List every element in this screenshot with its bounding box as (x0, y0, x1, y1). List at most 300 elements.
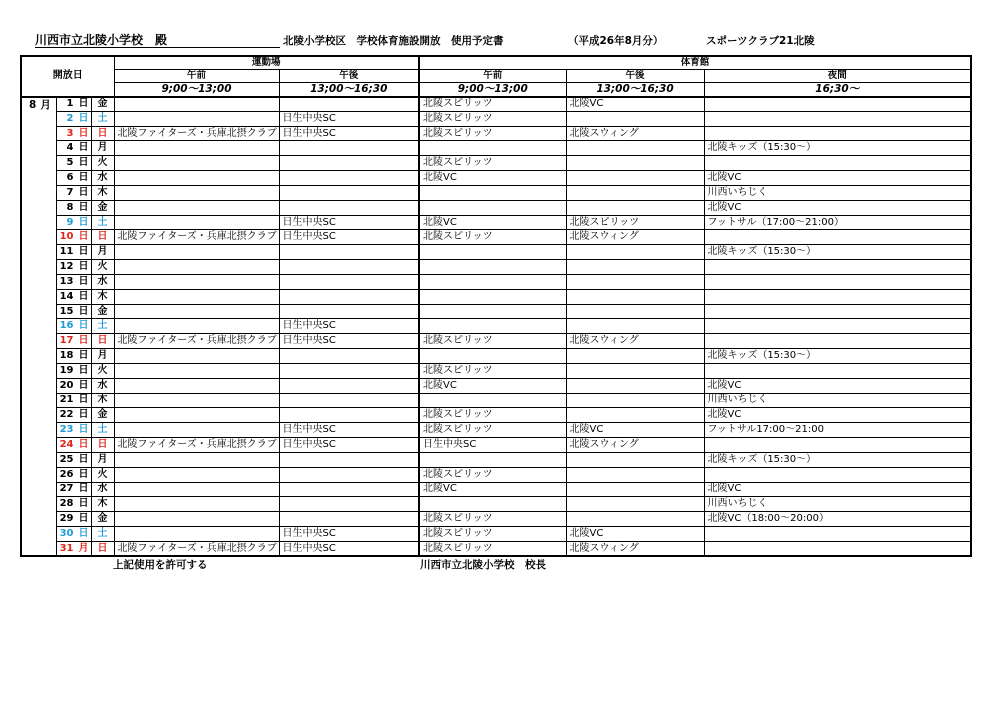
weekday: 木 (91, 393, 114, 408)
gym-night-cell (704, 319, 971, 334)
day-number: 25 (59, 453, 74, 465)
weekday: 木 (91, 185, 114, 200)
day-unit: 日 (78, 216, 89, 228)
ground-am-cell (114, 111, 279, 126)
weekday: 日 (91, 126, 114, 141)
day-number: 1 (66, 98, 74, 110)
ground-am-cell (114, 452, 279, 467)
month-unit: 月 (40, 98, 51, 111)
schedule-row (21, 171, 971, 186)
ground-am-cell (114, 156, 279, 171)
weekday: 日 (91, 230, 114, 245)
gym-am-cell: 北陵VC (419, 171, 566, 186)
day-number: 17 (59, 335, 74, 347)
gym-pm-cell (566, 304, 704, 319)
day-cell (56, 289, 91, 304)
day-unit: 日 (78, 513, 89, 525)
ground-am-cell (114, 319, 279, 334)
day-number: 10 (59, 231, 74, 243)
header-row-period (21, 70, 971, 83)
gym-night-cell (704, 274, 971, 289)
day-number: 12 (59, 261, 74, 273)
gym-header: 体育館 (419, 56, 971, 70)
gym-pm-cell: 北陵スウィング (566, 438, 704, 453)
ground-am-cell (114, 215, 279, 230)
gym-pm-cell (566, 245, 704, 260)
ground-pm-cell (279, 260, 419, 275)
day-number: 26 (59, 468, 74, 480)
schedule-row (21, 452, 971, 467)
gym-night-cell: 北陵キッズ（15:30～） (704, 141, 971, 156)
ground-pm-cell (279, 141, 419, 156)
weekday: 土 (91, 319, 114, 334)
ground-pm-cell (279, 497, 419, 512)
schedule-row (21, 393, 971, 408)
day-cell (56, 319, 91, 334)
gym-night-cell: 北陵キッズ（15:30～） (704, 245, 971, 260)
gym-pm-cell (566, 274, 704, 289)
day-unit: 日 (78, 201, 89, 213)
ground-pm-cell (279, 378, 419, 393)
gym-night-cell: 川西いちじく (704, 185, 971, 200)
gym-night-cell (704, 363, 971, 378)
schedule-row (21, 274, 971, 289)
gym-pm-cell (566, 289, 704, 304)
gym-pm-cell (566, 482, 704, 497)
gym-pm-cell (566, 141, 704, 156)
weekday: 金 (91, 97, 114, 112)
gym-night-cell: 北陵VC (704, 378, 971, 393)
day-cell (56, 438, 91, 453)
ground-pm-cell (279, 452, 419, 467)
ground-pm-cell: 日生中央SC (279, 527, 419, 542)
weekday: 月 (91, 452, 114, 467)
day-cell (56, 408, 91, 423)
day-unit: 日 (78, 438, 89, 450)
ground-am-cell (114, 482, 279, 497)
ground-am-cell (114, 171, 279, 186)
gym-am-cell (419, 319, 566, 334)
gym-night-cell (704, 467, 971, 482)
day-cell (56, 349, 91, 364)
gym-am-cell: 北陵スピリッツ (419, 97, 566, 112)
day-unit: 日 (78, 453, 89, 465)
ground-am-time: 9;00～13;00 (114, 83, 279, 97)
weekday: 日 (91, 334, 114, 349)
ground-pm-cell (279, 289, 419, 304)
weekday: 土 (91, 423, 114, 438)
day-unit: 日 (78, 379, 89, 391)
ground-am-cell: 北陵ファイターズ・兵庫北摂クラブ (114, 541, 279, 556)
gym-night-cell: 北陵VC（18:00～20:00） (704, 512, 971, 527)
gym-pm-cell: 北陵スウィング (566, 126, 704, 141)
ground-header: 運動場 (114, 56, 419, 70)
weekday: 日 (91, 541, 114, 556)
gym-am-cell: 北陵スピリッツ (419, 156, 566, 171)
ground-am-cell (114, 304, 279, 319)
gym-pm-cell: 北陵VC (566, 423, 704, 438)
gym-night-cell (704, 97, 971, 112)
gym-am-cell: 北陵スピリッツ (419, 334, 566, 349)
day-cell (56, 467, 91, 482)
day-number: 24 (59, 438, 74, 450)
ground-pm-cell: 日生中央SC (279, 230, 419, 245)
day-unit: 日 (78, 468, 89, 480)
day-number: 11 (59, 246, 74, 258)
ground-am-cell (114, 423, 279, 438)
day-cell (56, 274, 91, 289)
schedule-row (21, 126, 971, 141)
day-unit: 日 (78, 246, 89, 258)
ground-am-cell (114, 260, 279, 275)
ground-am-cell: 北陵ファイターズ・兵庫北摂クラブ (114, 334, 279, 349)
ground-am-cell (114, 363, 279, 378)
ground-pm-header: 午後 (279, 70, 419, 83)
gym-am-cell (419, 260, 566, 275)
day-number: 5 (66, 157, 74, 169)
organization-name: スポーツクラブ21北陵 (706, 35, 815, 47)
day-cell (56, 245, 91, 260)
day-number: 2 (66, 112, 74, 124)
gym-pm-cell (566, 111, 704, 126)
gym-night-cell (704, 527, 971, 542)
schedule-body (21, 97, 971, 557)
gym-am-cell: 北陵スピリッツ (419, 512, 566, 527)
gym-am-cell (419, 452, 566, 467)
schedule-row (21, 408, 971, 423)
day-number: 9 (66, 216, 74, 228)
ground-am-cell (114, 141, 279, 156)
gym-pm-cell: 北陵VC (566, 97, 704, 112)
day-number: 21 (59, 394, 74, 406)
period-label: （平成26年8月分） (568, 35, 664, 47)
gym-night-cell (704, 260, 971, 275)
day-number: 14 (59, 290, 74, 302)
day-number: 23 (59, 424, 74, 436)
day-cell (56, 423, 91, 438)
ground-am-cell (114, 408, 279, 423)
ground-pm-time: 13;00～16;30 (279, 83, 419, 97)
day-unit: 日 (78, 98, 89, 110)
schedule-row (21, 111, 971, 126)
day-unit: 日 (78, 231, 89, 243)
gym-night-cell (704, 304, 971, 319)
schedule-row (21, 260, 971, 275)
schedule-row (21, 97, 971, 112)
gym-night-cell: 北陵キッズ（15:30～） (704, 349, 971, 364)
header-row-facility (21, 56, 971, 70)
gym-pm-cell (566, 497, 704, 512)
ground-pm-cell: 日生中央SC (279, 334, 419, 349)
ground-pm-cell: 日生中央SC (279, 126, 419, 141)
gym-pm-cell: 北陵スピリッツ (566, 215, 704, 230)
gym-night-header: 夜間 (704, 70, 971, 83)
day-number: 18 (59, 349, 74, 361)
gym-am-cell: 北陵VC (419, 215, 566, 230)
gym-am-cell: 北陵スピリッツ (419, 408, 566, 423)
weekday: 金 (91, 512, 114, 527)
gym-am-cell: 北陵VC (419, 482, 566, 497)
weekday: 土 (91, 111, 114, 126)
gym-pm-cell (566, 393, 704, 408)
weekday: 金 (91, 408, 114, 423)
gym-am-cell (419, 274, 566, 289)
ground-am-cell (114, 378, 279, 393)
schedule-row (21, 141, 971, 156)
schedule-row (21, 319, 971, 334)
day-cell (56, 527, 91, 542)
ground-am-cell (114, 467, 279, 482)
gym-am-cell (419, 349, 566, 364)
gym-pm-cell (566, 171, 704, 186)
ground-am-cell (114, 200, 279, 215)
schedule-row (21, 289, 971, 304)
day-cell (56, 141, 91, 156)
gym-night-cell: 北陵キッズ（15:30～） (704, 452, 971, 467)
day-cell (56, 171, 91, 186)
ground-pm-cell (279, 171, 419, 186)
gym-am-cell (419, 304, 566, 319)
day-number: 3 (66, 127, 74, 139)
gym-night-cell (704, 126, 971, 141)
ground-pm-cell: 日生中央SC (279, 111, 419, 126)
ground-pm-cell (279, 393, 419, 408)
gym-pm-cell: 北陵スウィング (566, 541, 704, 556)
day-number: 8 (66, 201, 74, 213)
header-row-time (21, 83, 971, 97)
weekday: 月 (91, 349, 114, 364)
day-cell (56, 452, 91, 467)
day-number: 20 (59, 379, 74, 391)
schedule-row (21, 363, 971, 378)
schedule-row (21, 156, 971, 171)
gym-am-cell: 北陵スピリッツ (419, 230, 566, 245)
gym-night-cell (704, 111, 971, 126)
gym-pm-cell (566, 156, 704, 171)
ground-am-cell (114, 512, 279, 527)
day-number: 13 (59, 275, 74, 287)
weekday: 木 (91, 497, 114, 512)
gym-night-cell (704, 156, 971, 171)
gym-night-cell (704, 230, 971, 245)
schedule-row (21, 230, 971, 245)
day-unit: 日 (78, 498, 89, 510)
day-cell (56, 378, 91, 393)
gym-night-cell: 北陵VC (704, 408, 971, 423)
schedule-row (21, 527, 971, 542)
gym-night-cell: 北陵VC (704, 200, 971, 215)
ground-pm-cell (279, 363, 419, 378)
day-cell (56, 512, 91, 527)
ground-pm-cell (279, 97, 419, 112)
day-unit: 日 (78, 127, 89, 139)
day-number: 7 (66, 186, 74, 198)
gym-pm-cell (566, 200, 704, 215)
weekday: 日 (91, 438, 114, 453)
gym-pm-time: 13;00～16;30 (566, 83, 704, 97)
ground-pm-cell (279, 512, 419, 527)
gym-am-header: 午前 (419, 70, 566, 83)
ground-am-cell: 北陵ファイターズ・兵庫北摂クラブ (114, 230, 279, 245)
ground-pm-cell (279, 467, 419, 482)
ground-pm-cell (279, 408, 419, 423)
day-cell (56, 497, 91, 512)
gym-night-cell: 北陵VC (704, 482, 971, 497)
day-cell (56, 126, 91, 141)
ground-pm-cell: 日生中央SC (279, 423, 419, 438)
weekday: 水 (91, 171, 114, 186)
day-cell (56, 185, 91, 200)
gym-am-cell: 北陵スピリッツ (419, 467, 566, 482)
schedule-row (21, 497, 971, 512)
day-unit: 日 (78, 275, 89, 287)
weekday: 火 (91, 260, 114, 275)
month-cell (21, 97, 56, 557)
ground-pm-cell: 日生中央SC (279, 319, 419, 334)
schedule-row (21, 185, 971, 200)
gym-am-cell (419, 289, 566, 304)
ground-am-cell (114, 497, 279, 512)
weekday: 水 (91, 274, 114, 289)
schedule-row (21, 334, 971, 349)
gym-am-time: 9;00～13;00 (419, 83, 566, 97)
gym-am-cell: 北陵スピリッツ (419, 423, 566, 438)
gym-am-cell (419, 497, 566, 512)
ground-pm-cell (279, 185, 419, 200)
ground-am-cell (114, 97, 279, 112)
day-unit: 日 (78, 349, 89, 361)
day-unit: 日 (78, 394, 89, 406)
ground-pm-cell: 日生中央SC (279, 215, 419, 230)
day-cell (56, 156, 91, 171)
gym-night-cell (704, 541, 971, 556)
day-unit: 日 (78, 305, 89, 317)
weekday: 月 (91, 245, 114, 260)
principal-signature-line: 川西市立北陵小学校 校長 (420, 559, 546, 571)
weekday: 土 (91, 215, 114, 230)
ground-am-cell (114, 527, 279, 542)
gym-pm-cell (566, 408, 704, 423)
day-number: 22 (59, 409, 74, 421)
gym-am-cell: 北陵スピリッツ (419, 111, 566, 126)
gym-pm-cell: 北陵VC (566, 527, 704, 542)
gym-pm-header: 午後 (566, 70, 704, 83)
ground-am-cell (114, 289, 279, 304)
day-unit: 日 (78, 364, 89, 376)
gym-pm-cell (566, 319, 704, 334)
day-unit: 日 (78, 172, 89, 184)
day-unit: 日 (78, 409, 89, 421)
gym-pm-cell (566, 260, 704, 275)
ground-pm-cell (279, 200, 419, 215)
ground-pm-cell (279, 245, 419, 260)
schedule-row (21, 245, 971, 260)
day-number: 15 (59, 305, 74, 317)
gym-am-cell (419, 185, 566, 200)
schedule-row (21, 512, 971, 527)
weekday: 水 (91, 482, 114, 497)
day-number: 4 (66, 142, 74, 154)
gym-am-cell (419, 141, 566, 156)
open-day-header: 開放日 (21, 56, 114, 97)
schedule-row (21, 541, 971, 556)
ground-am-cell (114, 245, 279, 260)
gym-night-cell: 川西いちじく (704, 497, 971, 512)
day-cell (56, 230, 91, 245)
day-cell (56, 215, 91, 230)
day-number: 30 (59, 527, 74, 539)
schedule-row (21, 467, 971, 482)
schedule-row (21, 304, 971, 319)
day-unit: 日 (78, 261, 89, 273)
weekday: 月 (91, 141, 114, 156)
day-cell (56, 393, 91, 408)
schedule-row (21, 215, 971, 230)
ground-pm-cell (279, 349, 419, 364)
gym-pm-cell (566, 378, 704, 393)
day-unit: 日 (78, 186, 89, 198)
gym-am-cell (419, 245, 566, 260)
ground-am-cell (114, 349, 279, 364)
schedule-table (20, 55, 972, 557)
day-cell (56, 482, 91, 497)
gym-night-cell: 北陵VC (704, 171, 971, 186)
day-number: 31 (59, 542, 74, 554)
gym-am-cell: 北陵スピリッツ (419, 541, 566, 556)
document-title: 北陵小学校区 学校体育施設開放 使用予定書 (283, 35, 504, 47)
gym-night-cell (704, 438, 971, 453)
day-number: 29 (59, 513, 74, 525)
ground-am-cell (114, 185, 279, 200)
day-unit: 日 (78, 335, 89, 347)
ground-am-cell: 北陵ファイターズ・兵庫北摂クラブ (114, 126, 279, 141)
gym-pm-cell: 北陵スウィング (566, 230, 704, 245)
gym-night-cell: フットサル17:00～21:00 (704, 423, 971, 438)
day-unit: 日 (78, 320, 89, 332)
gym-am-cell (419, 200, 566, 215)
ground-am-cell (114, 274, 279, 289)
gym-pm-cell (566, 512, 704, 527)
weekday: 金 (91, 200, 114, 215)
day-cell (56, 200, 91, 215)
day-number: 28 (59, 498, 74, 510)
day-cell (56, 97, 91, 112)
schedule-row (21, 349, 971, 364)
gym-night-cell: 川西いちじく (704, 393, 971, 408)
day-cell (56, 260, 91, 275)
weekday: 火 (91, 363, 114, 378)
ground-pm-cell: 日生中央SC (279, 438, 419, 453)
weekday: 火 (91, 467, 114, 482)
ground-am-header: 午前 (114, 70, 279, 83)
day-unit: 日 (78, 142, 89, 154)
ground-pm-cell: 日生中央SC (279, 541, 419, 556)
day-number: 16 (59, 320, 74, 332)
ground-pm-cell (279, 274, 419, 289)
gym-pm-cell (566, 467, 704, 482)
day-cell (56, 304, 91, 319)
day-unit: 日 (78, 424, 89, 436)
ground-pm-cell (279, 156, 419, 171)
gym-night-time: 16;30～ (704, 83, 971, 97)
weekday: 火 (91, 156, 114, 171)
addressee: 川西市立北陵小学校 殿 (35, 33, 280, 48)
ground-am-cell: 北陵ファイターズ・兵庫北摂クラブ (114, 438, 279, 453)
gym-am-cell: 北陵スピリッツ (419, 126, 566, 141)
schedule-row (21, 423, 971, 438)
day-unit: 月 (78, 542, 89, 554)
gym-pm-cell (566, 349, 704, 364)
